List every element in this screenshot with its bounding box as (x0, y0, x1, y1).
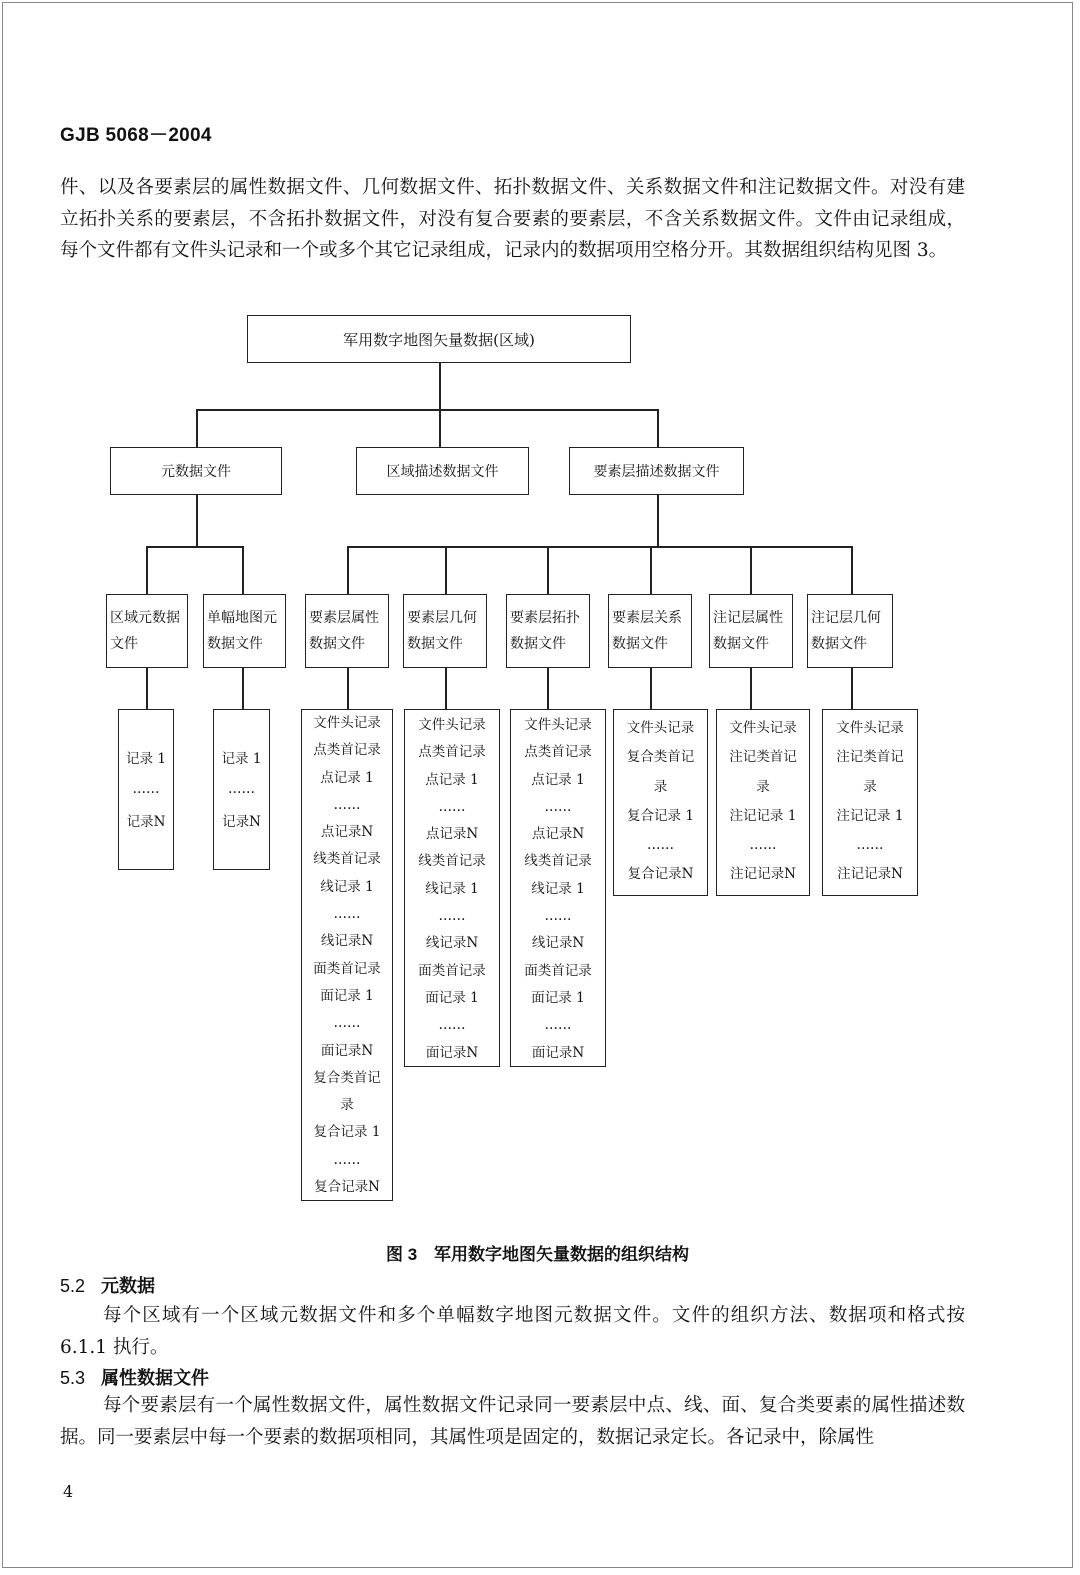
intro-paragraph: 件、以及各要素层的属性数据文件、几何数据文件、拓扑数据文件、关系数据文件和注记数据文件。对没有建立拓扑关系的要素层，不含拓扑数据文件，对没有复合要素的要素层，不含关系数据文件。文件由记录组成，每个文件都有文件头记录和一个或多个其它记录组成，记录内的数据项用空格分开。其数据组织结构见图 3。 (60, 177, 965, 261)
record-item: 文件头记录 (729, 720, 797, 736)
record-item: 点记录 1 (425, 771, 479, 788)
record-item: 注记记录 1 (729, 807, 797, 824)
record-item: …… (856, 837, 884, 854)
record-item: 面记录 1 (531, 989, 585, 1006)
layer-geometry-records-box (404, 709, 500, 1067)
figure-number: 图 3 (386, 1245, 418, 1264)
file-label-line: 数据文件 (612, 636, 668, 652)
record-item: 注记记录 1 (836, 807, 904, 824)
file-label-line: 区域元数据 (110, 610, 180, 626)
record-item: 文件头记录 (313, 715, 381, 731)
layer-relation-file-box (608, 594, 692, 668)
connector (196, 409, 198, 447)
connector (347, 546, 349, 594)
record-item: 记录N (222, 814, 261, 830)
record-item: 记录N (126, 814, 166, 830)
connector (445, 668, 447, 709)
record-item: 点记录 1 (320, 769, 374, 786)
region-metadata-records-box (118, 709, 174, 870)
record-item: 线记录N (531, 935, 585, 952)
section-number: 5.2 (60, 1276, 86, 1296)
region-metadata-file-box (106, 594, 188, 668)
record-item: 点类首记录 (524, 744, 592, 761)
file-label-line: 数据文件 (811, 636, 867, 652)
section-heading-5-2 (60, 1272, 155, 1298)
section-title: 属性数据文件 (101, 1368, 210, 1388)
connector (196, 409, 658, 411)
metadata-file-box (110, 447, 282, 495)
record-item: …… (647, 837, 674, 854)
record-item: 面记录 1 (320, 987, 374, 1004)
file-label-line: 要素层属性 (309, 610, 379, 626)
layer-attribute-records-box (301, 709, 393, 1201)
file-label-line: 要素层关系 (612, 610, 682, 626)
layer-description-file-box (569, 447, 744, 495)
section-5-2-body: 每个区域有一个区域元数据文件和多个单幅数字地图元数据文件。文件的组织方法、数据项和格式按 6.1.1 执行。 (60, 1305, 965, 1358)
record-item: 点类首记录 (418, 744, 486, 761)
record-item: 复合记录N (627, 866, 694, 883)
record-item: 面类首记录 (313, 960, 381, 977)
record-item: 线记录 1 (320, 878, 374, 895)
metadata-file-label: 元数据文件 (161, 464, 231, 480)
record-item: 点记录N (320, 824, 374, 841)
record-item: 面记录 1 (425, 989, 479, 1006)
record-item: …… (438, 908, 466, 925)
layer-topology-records-box (510, 709, 606, 1067)
record-item: 复合记录 1 (627, 807, 694, 824)
record-list (302, 710, 392, 1201)
connector (657, 495, 659, 547)
record-item: 注记记录N (837, 866, 903, 883)
record-item: 文件头记录 (524, 717, 592, 733)
connector (851, 546, 853, 594)
annotation-geometry-file-box (807, 594, 893, 668)
layer-attribute-file-box (305, 594, 389, 668)
record-item: 面类首记录 (418, 962, 486, 979)
section-title: 元数据 (101, 1276, 156, 1296)
record-item: …… (228, 781, 255, 797)
layer-topology-file-box (506, 594, 590, 668)
record-item: 线记录 1 (531, 880, 585, 897)
diagram-root-label: 军用数字地图矢量数据(区域) (343, 330, 535, 349)
record-item: 点记录N (425, 826, 479, 843)
file-label-line: 要素层几何 (407, 610, 477, 626)
file-label-line: 要素层拓扑 (510, 610, 580, 626)
file-label-line: 数据文件 (207, 636, 263, 652)
record-item: 面记录N (425, 1044, 479, 1061)
file-label-line: 文件 (110, 636, 138, 652)
record-item: 点类首记录 (313, 742, 381, 759)
sheet-metadata-records-box (213, 709, 270, 870)
connector (146, 668, 148, 709)
file-label-line: 数据文件 (510, 636, 566, 652)
record-item: 线类首记录 (418, 853, 486, 870)
record-item: …… (544, 908, 572, 925)
figure-caption (0, 1240, 1075, 1265)
file-label-line: 数据文件 (309, 636, 365, 652)
record-item: 面类首记录 (524, 962, 592, 979)
region-description-file-label: 区域描述数据文件 (386, 464, 499, 480)
record-item: 记录 1 (221, 751, 262, 767)
record-item: …… (333, 1151, 361, 1168)
annotation-geometry-records-box (822, 709, 918, 896)
layer-relation-records-box (613, 709, 708, 896)
connector (547, 668, 549, 709)
record-item: 复合记录 1 (313, 1124, 381, 1141)
record-item: …… (749, 837, 777, 854)
file-label-line: 单幅地图元 (207, 610, 277, 626)
connector (146, 546, 148, 594)
connector (650, 546, 652, 594)
record-item: 线类首记录 (524, 853, 592, 870)
record-item: 线记录N (425, 935, 479, 952)
record-item: 录 (756, 778, 770, 795)
figure-title: 军用数字地图矢量数据的组织结构 (433, 1245, 689, 1264)
record-item: 注记记录N (730, 866, 796, 883)
file-label-line: 注记层属性 (713, 610, 783, 626)
diagram-root-box (247, 315, 631, 363)
record-item: …… (438, 798, 466, 815)
section-number: 5.3 (60, 1368, 86, 1388)
record-item: 面记录N (320, 1042, 374, 1059)
file-label-line: 注记层几何 (811, 610, 881, 626)
annotation-attribute-file-box (709, 594, 793, 668)
record-item: 文件头记录 (626, 720, 695, 736)
file-label-line: 数据文件 (713, 636, 769, 652)
record-item: …… (333, 796, 361, 813)
connector (196, 495, 198, 547)
connector (347, 546, 852, 548)
record-item: 录 (863, 778, 877, 795)
connector (242, 546, 244, 594)
record-item: 线记录N (320, 933, 374, 950)
record-item: 录 (653, 778, 668, 795)
record-item: 注记类首记 (729, 749, 797, 766)
connector (439, 409, 441, 447)
record-item: …… (544, 1017, 572, 1034)
record-item: 录 (340, 1097, 354, 1114)
record-item: 复合类首记 (626, 749, 695, 766)
file-label-line: 数据文件 (407, 636, 463, 652)
record-item: 点记录N (531, 826, 585, 843)
connector (650, 668, 652, 709)
record-item: …… (544, 798, 572, 815)
record-item: …… (438, 1017, 466, 1034)
connector (242, 668, 244, 709)
section-heading-5-3 (60, 1364, 209, 1390)
section-5-3-body: 每个要素层有一个属性数据文件，属性数据文件记录同一要素层中点、线、面、复合类要素的属性描述数据。同一要素层中每一个要素的数据项相同，其属性项是固定的，数据记录定长。各记录中，除属性 (60, 1395, 965, 1448)
record-item: …… (132, 781, 160, 797)
record-item: 复合类首记 (313, 1069, 381, 1086)
connector (347, 668, 349, 709)
page-number: 4 (63, 1482, 74, 1501)
connector (439, 363, 441, 410)
record-item: 复合记录N (314, 1179, 380, 1196)
record-item: 文件头记录 (418, 717, 486, 733)
connector (146, 546, 243, 548)
sheet-metadata-file-box (203, 594, 286, 668)
record-item: …… (333, 1015, 361, 1032)
record-item: 记录 1 (126, 751, 166, 767)
record-item: 文件头记录 (836, 720, 904, 736)
record-item: 注记类首记 (836, 749, 904, 766)
connector (547, 546, 549, 594)
region-description-file-box (356, 447, 529, 495)
record-item: 面记录N (531, 1044, 585, 1061)
connector (750, 546, 752, 594)
record-item: 点记录 1 (531, 771, 585, 788)
connector (657, 409, 659, 447)
connector (445, 546, 447, 594)
connector (851, 668, 853, 709)
layer-description-file-label: 要素层描述数据文件 (593, 464, 720, 480)
record-item: …… (333, 906, 361, 923)
record-item: 线记录 1 (425, 880, 479, 897)
connector (750, 668, 752, 709)
record-item: 线类首记录 (313, 851, 381, 868)
annotation-attribute-records-box (716, 709, 810, 896)
document-code: GJB 5068－2004 (60, 125, 212, 146)
layer-geometry-file-box (403, 594, 487, 668)
